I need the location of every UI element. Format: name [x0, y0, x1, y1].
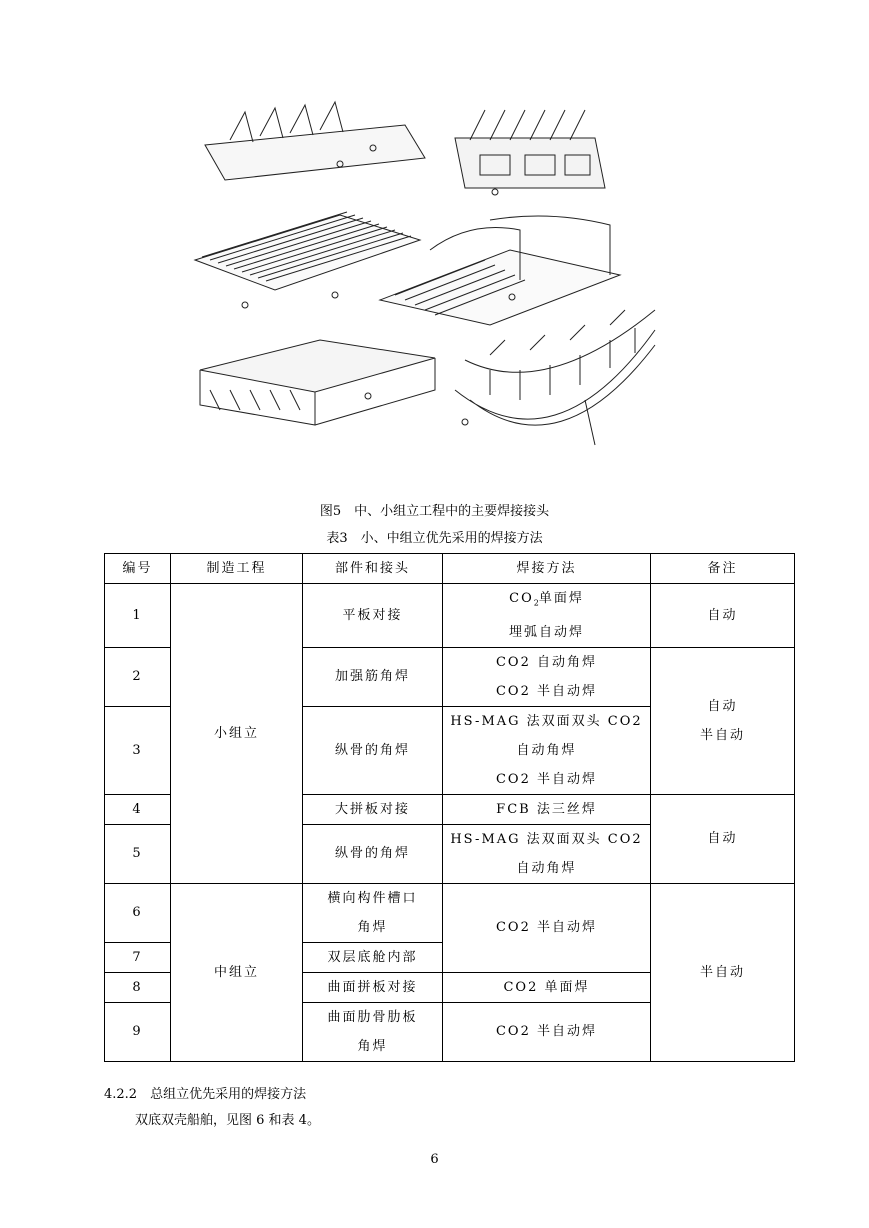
row-joint: 曲面拼板对接	[303, 972, 443, 1002]
table-header-row	[105, 554, 795, 584]
section-heading: 4.2.2 总组立优先采用的焊接方法	[104, 1087, 307, 1102]
remark-line: 自动	[707, 698, 738, 714]
header-method: 焊接方法	[443, 554, 651, 584]
row-method	[443, 824, 651, 883]
row-remark: 半自动	[651, 883, 795, 1061]
figure-caption: 图5 中、小组立工程中的主要焊接接头	[319, 504, 550, 519]
row-method: CO2 单面焊	[443, 972, 651, 1002]
method-line: 自动角焊	[516, 742, 577, 758]
row-method: CO2 半自动焊	[443, 1002, 651, 1061]
row-joint	[303, 883, 443, 942]
process-small-assembly: 小组立	[171, 584, 303, 884]
joint-line: 曲面肋骨肋板	[327, 1009, 418, 1025]
table-caption: 表3 小、中组立优先采用的焊接方法	[326, 531, 543, 546]
row-number: 6	[105, 883, 171, 942]
row-number: 2	[105, 647, 171, 706]
row-method: FCB 法三丝焊	[443, 794, 651, 824]
co2-subscript: 2	[533, 598, 539, 608]
process-mid-assembly: 中组立	[171, 883, 303, 1061]
method-line: HS-MAG 法双面双头 CO2	[450, 713, 643, 729]
joint-line: 角焊	[357, 919, 388, 935]
row-number: 8	[105, 972, 171, 1002]
row-joint: 大拼板对接	[303, 794, 443, 824]
table-row	[105, 883, 795, 942]
row-number: 4	[105, 794, 171, 824]
row-remark: 自动	[651, 794, 795, 883]
header-process: 制造工程	[171, 554, 303, 584]
welding-joints-figure	[190, 100, 670, 460]
row-method	[443, 647, 651, 706]
method-single-side: 单面焊	[538, 591, 584, 606]
joint-line: 横向构件槽口	[327, 890, 418, 906]
row-joint: 纵骨的角焊	[303, 706, 443, 794]
row-joint	[303, 1002, 443, 1061]
joint-line: 角焊	[357, 1038, 388, 1054]
row-method	[443, 584, 651, 648]
row-joint: 平板对接	[303, 584, 443, 648]
method-line: HS-MAG 法双面双头 CO2	[450, 831, 643, 847]
row-method	[443, 706, 651, 794]
header-joint: 部件和接头	[303, 554, 443, 584]
row-number: 1	[105, 584, 171, 648]
header-remark: 备注	[651, 554, 795, 584]
table-row	[105, 584, 795, 648]
method-co2-prefix: CO	[509, 591, 534, 606]
row-remark	[651, 647, 795, 794]
row-joint: 加强筋角焊	[303, 647, 443, 706]
row-number: 3	[105, 706, 171, 794]
row-number: 9	[105, 1002, 171, 1061]
row-joint: 双层底舱内部	[303, 942, 443, 972]
welding-joints-illustration	[190, 100, 670, 460]
row-number: 7	[105, 942, 171, 972]
method-line: 自动角焊	[516, 860, 577, 876]
row-remark: 自动	[651, 584, 795, 648]
method-line: CO2 半自动焊	[495, 771, 597, 787]
method-line: CO2 半自动焊	[495, 683, 597, 699]
header-number: 编号	[105, 554, 171, 584]
method-line: 埋弧自动焊	[508, 624, 584, 640]
row-joint: 纵骨的角焊	[303, 824, 443, 883]
body-paragraph: 双底双壳船舶，见图 6 和表 4。	[135, 1113, 320, 1128]
welding-methods-table	[104, 553, 794, 1062]
method-line: CO2 自动角焊	[495, 654, 597, 670]
row-number: 5	[105, 824, 171, 883]
row-method: CO2 半自动焊	[443, 883, 651, 972]
remark-line: 半自动	[699, 727, 745, 743]
page-number: 6	[430, 1152, 439, 1167]
